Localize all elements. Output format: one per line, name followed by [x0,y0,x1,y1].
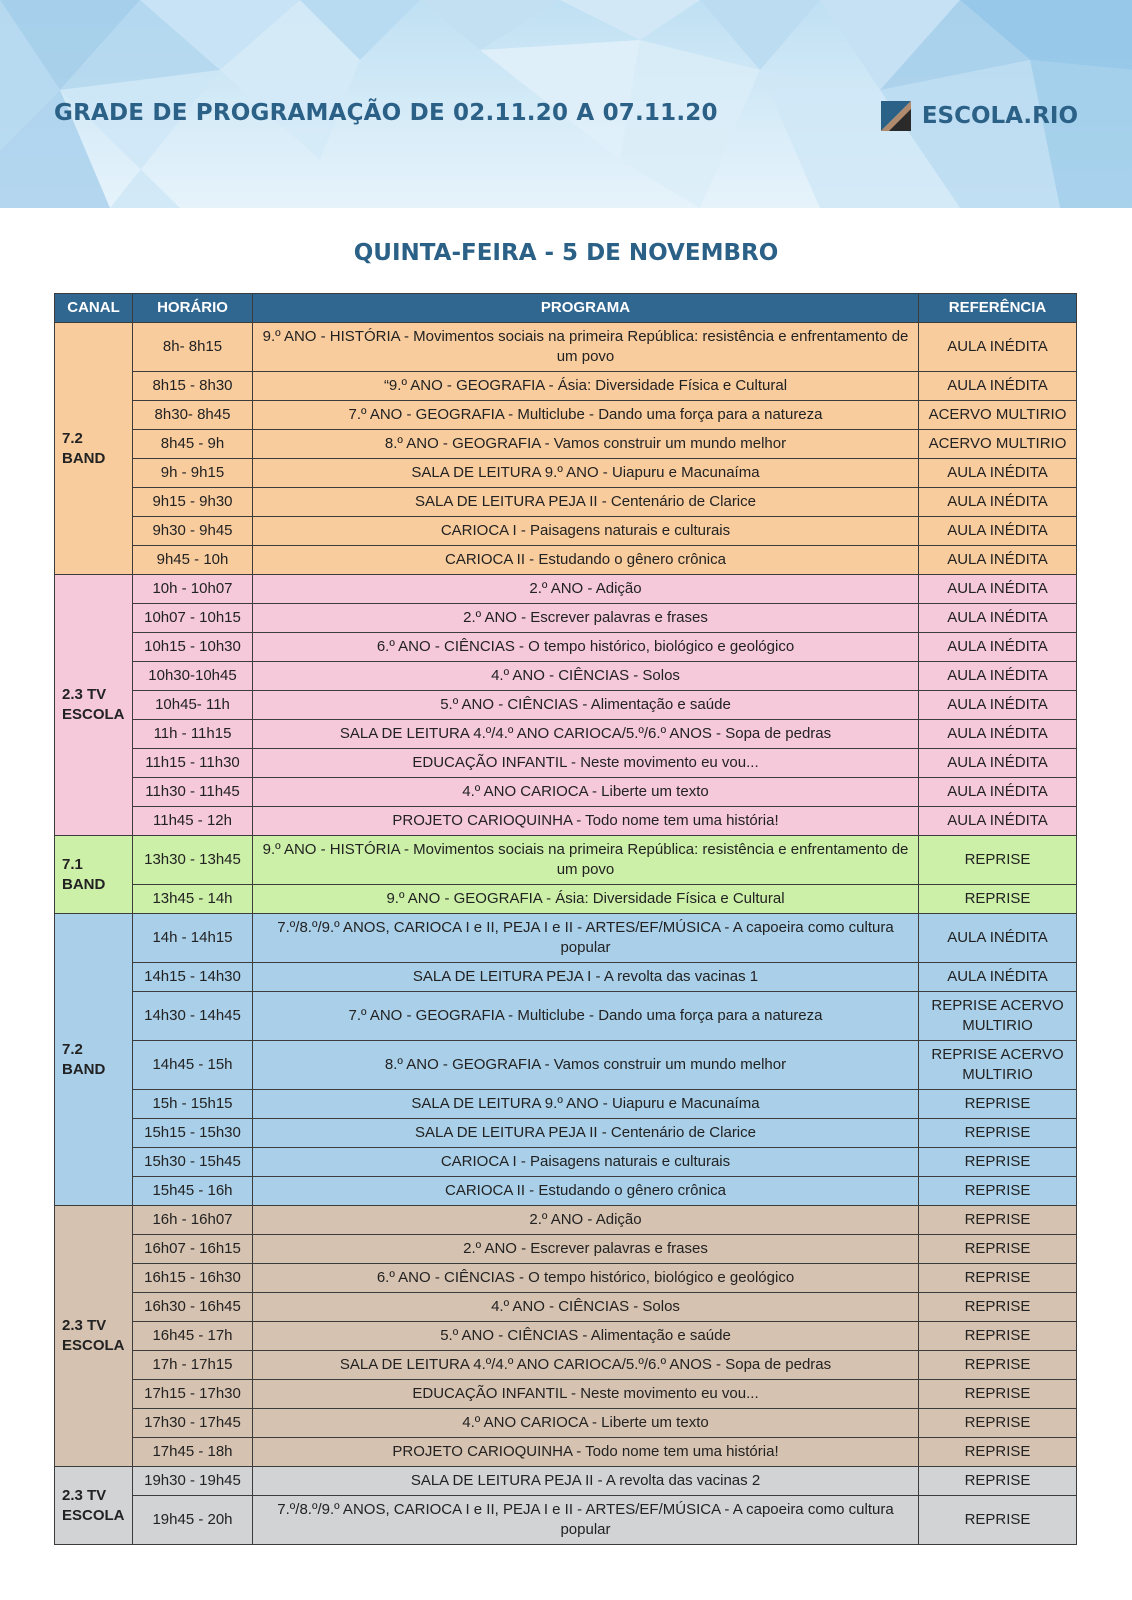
programa-cell: EDUCAÇÃO INFANTIL - Neste movimento eu vou... [253,749,919,778]
programa-cell: PROJETO CARIOQUINHA - Todo nome tem uma história! [253,807,919,836]
programa-cell: 6.º ANO - CIÊNCIAS - O tempo histórico, biológico e geológico [253,1264,919,1293]
referencia-cell: REPRISE [919,836,1077,885]
programa-cell: 4.º ANO CARIOCA - Liberte um texto [253,778,919,807]
programa-cell: CARIOCA I - Paisagens naturais e culturais [253,517,919,546]
referencia-cell: AULA INÉDITA [919,459,1077,488]
programa-cell: 9.º ANO - HISTÓRIA - Movimentos sociais na primeira República: resistência e enfrentamento de um povo [253,323,919,372]
horario-cell: 9h30 - 9h45 [133,517,253,546]
horario-cell: 14h45 - 15h [133,1041,253,1090]
table-row [55,691,1077,720]
table-row [55,1177,1077,1206]
programa-cell: 7.º ANO - GEOGRAFIA - Multiclube - Dando uma força para a natureza [253,401,919,430]
programa-cell: 4.º ANO - CIÊNCIAS - Solos [253,1293,919,1322]
programa-cell: 5.º ANO - CIÊNCIAS - Alimentação e saúde [253,691,919,720]
horario-cell: 11h30 - 11h45 [133,778,253,807]
programa-cell: SALA DE LEITURA 9.º ANO - Uiapuru e Macunaíma [253,1090,919,1119]
programa-cell: CARIOCA I - Paisagens naturais e culturais [253,1148,919,1177]
programa-cell: SALA DE LEITURA PEJA I - A revolta das vacinas 1 [253,963,919,992]
referencia-cell: REPRISE [919,885,1077,914]
referencia-cell: REPRISE [919,1438,1077,1467]
referencia-cell: REPRISE [919,1409,1077,1438]
programa-cell: 4.º ANO - CIÊNCIAS - Solos [253,662,919,691]
table-row [55,430,1077,459]
table-row [55,1041,1077,1090]
horario-cell: 17h - 17h15 [133,1351,253,1380]
table-row [55,1438,1077,1467]
horario-cell: 16h07 - 16h15 [133,1235,253,1264]
programa-cell: 7.º ANO - GEOGRAFIA - Multiclube - Dando uma força para a natureza [253,992,919,1041]
referencia-cell: REPRISE [919,1467,1077,1496]
programa-cell: 8.º ANO - GEOGRAFIA - Vamos construir um mundo melhor [253,430,919,459]
table-row [55,749,1077,778]
horario-cell: 14h15 - 14h30 [133,963,253,992]
referencia-cell: AULA INÉDITA [919,963,1077,992]
horario-cell: 13h45 - 14h [133,885,253,914]
referencia-cell: REPRISE ACERVO MULTIRIO [919,1041,1077,1090]
table-row [55,914,1077,963]
table-row [55,459,1077,488]
table-row [55,1148,1077,1177]
horario-cell: 10h45- 11h [133,691,253,720]
horario-cell: 14h - 14h15 [133,914,253,963]
programa-cell: 9.º ANO - GEOGRAFIA - Ásia: Diversidade Física e Cultural [253,885,919,914]
escola-rio-logo-icon [881,101,911,131]
programa-cell: 5.º ANO - CIÊNCIAS - Alimentação e saúde [253,1322,919,1351]
table-row [55,1496,1077,1545]
horario-cell: 19h45 - 20h [133,1496,253,1545]
programa-cell: 2.º ANO - Escrever palavras e frases [253,604,919,633]
referencia-cell: AULA INÉDITA [919,323,1077,372]
referencia-cell: AULA INÉDITA [919,749,1077,778]
document-title: GRADE DE PROGRAMAÇÃO DE 02.11.20 A 07.11.20 [54,100,718,126]
canal-cell: 7.1 BAND [55,836,133,914]
table-row [55,1467,1077,1496]
table-row [55,575,1077,604]
referencia-cell: REPRISE [919,1322,1077,1351]
programa-cell: EDUCAÇÃO INFANTIL - Neste movimento eu vou... [253,1380,919,1409]
horario-cell: 17h15 - 17h30 [133,1380,253,1409]
referencia-cell: REPRISE [919,1351,1077,1380]
horario-cell: 16h30 - 16h45 [133,1293,253,1322]
referencia-cell: AULA INÉDITA [919,691,1077,720]
referencia-cell: AULA INÉDITA [919,778,1077,807]
table-row [55,885,1077,914]
canal-cell: 2.3 TV ESCOLA [55,575,133,836]
referencia-cell: AULA INÉDITA [919,604,1077,633]
canal-cell: 7.2 BAND [55,914,133,1206]
horario-cell: 19h30 - 19h45 [133,1467,253,1496]
table-row [55,1380,1077,1409]
referencia-cell: REPRISE [919,1177,1077,1206]
programa-cell: SALA DE LEITURA 9.º ANO - Uiapuru e Macunaíma [253,459,919,488]
programa-cell: 7.º/8.º/9.º ANOS, CARIOCA I e II, PEJA I e II - ARTES/EF/MÚSICA - A capoeira como cultura popular [253,1496,919,1545]
referencia-cell: ACERVO MULTIRIO [919,401,1077,430]
table-row [55,1264,1077,1293]
referencia-cell: REPRISE [919,1293,1077,1322]
referencia-cell: AULA INÉDITA [919,914,1077,963]
table-row [55,488,1077,517]
canal-cell: 2.3 TV ESCOLA [55,1206,133,1467]
horario-cell: 9h - 9h15 [133,459,253,488]
horario-cell: 10h - 10h07 [133,575,253,604]
table-row [55,546,1077,575]
horario-cell: 14h30 - 14h45 [133,992,253,1041]
programa-cell: 9.º ANO - HISTÓRIA - Movimentos sociais na primeira República: resistência e enfrentamento de um povo [253,836,919,885]
table-row [55,1090,1077,1119]
table-row [55,720,1077,749]
brand-name: ESCOLA.RIO [921,103,1078,129]
table-row [55,778,1077,807]
horario-cell: 11h - 11h15 [133,720,253,749]
referencia-cell: REPRISE ACERVO MULTIRIO [919,992,1077,1041]
table-row [55,323,1077,372]
programa-cell: CARIOCA II - Estudando o gênero crônica [253,546,919,575]
schedule-body [55,323,1077,1545]
referencia-cell: AULA INÉDITA [919,546,1077,575]
referencia-cell: ACERVO MULTIRIO [919,430,1077,459]
table-row [55,1206,1077,1235]
programa-cell: “9.º ANO - GEOGRAFIA - Ásia: Diversidade Física e Cultural [253,372,919,401]
horario-cell: 15h30 - 15h45 [133,1148,253,1177]
table-row [55,1322,1077,1351]
referencia-cell: AULA INÉDITA [919,517,1077,546]
horario-cell: 10h30-10h45 [133,662,253,691]
programa-cell: SALA DE LEITURA 4.º/4.º ANO CARIOCA/5.º/6.º ANOS - Sopa de pedras [253,1351,919,1380]
referencia-cell: AULA INÉDITA [919,488,1077,517]
column-header-canal: CANAL [55,294,133,323]
horario-cell: 8h15 - 8h30 [133,372,253,401]
programa-cell: PROJETO CARIOQUINHA - Todo nome tem uma história! [253,1438,919,1467]
day-title: QUINTA-FEIRA - 5 DE NOVEMBRO [353,240,779,266]
horario-cell: 10h15 - 10h30 [133,633,253,662]
table-row [55,401,1077,430]
programa-cell: SALA DE LEITURA PEJA II - Centenário de Clarice [253,488,919,517]
horario-cell: 9h15 - 9h30 [133,488,253,517]
table-row [55,836,1077,885]
referencia-cell: REPRISE [919,1235,1077,1264]
programa-cell: SALA DE LEITURA PEJA II - Centenário de Clarice [253,1119,919,1148]
programa-cell: CARIOCA II - Estudando o gênero crônica [253,1177,919,1206]
referencia-cell: AULA INÉDITA [919,575,1077,604]
horario-cell: 11h15 - 11h30 [133,749,253,778]
table-row [55,372,1077,401]
horario-cell: 16h45 - 17h [133,1322,253,1351]
referencia-cell: REPRISE [919,1264,1077,1293]
table-row [55,807,1077,836]
referencia-cell: AULA INÉDITA [919,807,1077,836]
programa-cell: 7.º/8.º/9.º ANOS, CARIOCA I e II, PEJA I e II - ARTES/EF/MÚSICA - A capoeira como cultura popular [253,914,919,963]
horario-cell: 8h45 - 9h [133,430,253,459]
referencia-cell: AULA INÉDITA [919,372,1077,401]
escola-rio-brand [881,101,1078,131]
referencia-cell: AULA INÉDITA [919,720,1077,749]
table-row [55,633,1077,662]
horario-cell: 15h15 - 15h30 [133,1119,253,1148]
canal-cell: 7.2 BAND [55,323,133,575]
horario-cell: 9h45 - 10h [133,546,253,575]
programa-cell: 6.º ANO - CIÊNCIAS - O tempo histórico, biológico e geológico [253,633,919,662]
table-row [55,992,1077,1041]
table-row [55,662,1077,691]
referencia-cell: REPRISE [919,1090,1077,1119]
horario-cell: 17h30 - 17h45 [133,1409,253,1438]
referencia-cell: REPRISE [919,1119,1077,1148]
column-header-horario: HORÁRIO [133,294,253,323]
referencia-cell: AULA INÉDITA [919,662,1077,691]
programa-cell: SALA DE LEITURA 4.º/4.º ANO CARIOCA/5.º/6.º ANOS - Sopa de pedras [253,720,919,749]
programa-cell: SALA DE LEITURA PEJA II - A revolta das vacinas 2 [253,1467,919,1496]
horario-cell: 15h45 - 16h [133,1177,253,1206]
referencia-cell: REPRISE [919,1380,1077,1409]
programa-cell: 2.º ANO - Adição [253,575,919,604]
table-row [55,1235,1077,1264]
column-header-referencia: REFERÊNCIA [919,294,1077,323]
horario-cell: 8h30- 8h45 [133,401,253,430]
table-row [55,517,1077,546]
table-row [55,604,1077,633]
referencia-cell: AULA INÉDITA [919,633,1077,662]
horario-cell: 17h45 - 18h [133,1438,253,1467]
horario-cell: 16h - 16h07 [133,1206,253,1235]
canal-cell: 2.3 TV ESCOLA [55,1467,133,1545]
programa-cell: 2.º ANO - Adição [253,1206,919,1235]
table-row [55,1119,1077,1148]
horario-cell: 13h30 - 13h45 [133,836,253,885]
programa-cell: 2.º ANO - Escrever palavras e frases [253,1235,919,1264]
horario-cell: 10h07 - 10h15 [133,604,253,633]
table-header-row [55,294,1077,323]
horario-cell: 11h45 - 12h [133,807,253,836]
referencia-cell: REPRISE [919,1206,1077,1235]
header-banner [0,0,1132,208]
schedule-table [54,293,1077,1545]
table-row [55,1351,1077,1380]
table-row [55,1293,1077,1322]
horario-cell: 15h - 15h15 [133,1090,253,1119]
column-header-programa: PROGRAMA [253,294,919,323]
referencia-cell: REPRISE [919,1148,1077,1177]
programa-cell: 8.º ANO - GEOGRAFIA - Vamos construir um mundo melhor [253,1041,919,1090]
table-row [55,1409,1077,1438]
referencia-cell: REPRISE [919,1496,1077,1545]
horario-cell: 16h15 - 16h30 [133,1264,253,1293]
horario-cell: 8h- 8h15 [133,323,253,372]
table-row [55,963,1077,992]
programa-cell: 4.º ANO CARIOCA - Liberte um texto [253,1409,919,1438]
